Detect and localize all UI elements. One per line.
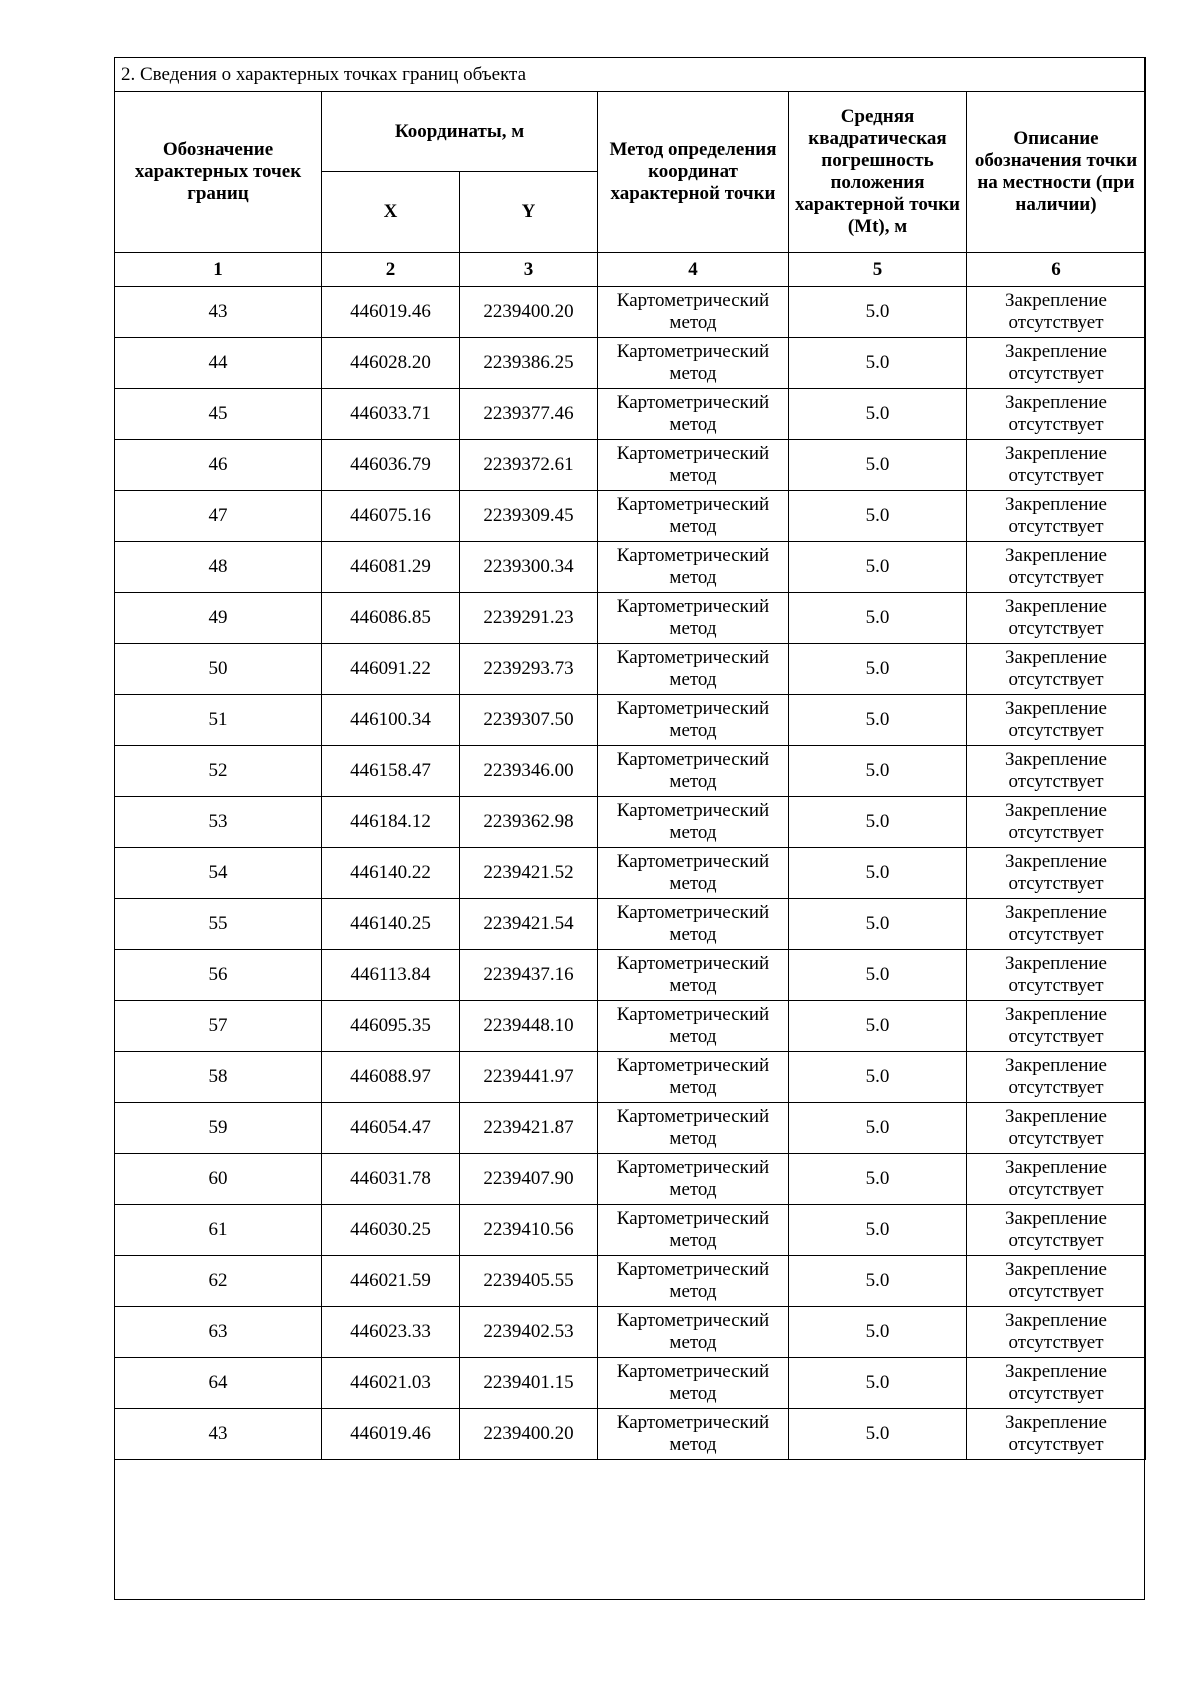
cell-description: Закрепление отсутствует <box>967 1001 1146 1052</box>
cell-x: 446088.97 <box>322 1052 460 1103</box>
cell-method: Картометрический метод <box>598 338 789 389</box>
cell-description: Закрепление отсутствует <box>967 695 1146 746</box>
cell-error: 5.0 <box>789 593 967 644</box>
table-row <box>115 287 1146 338</box>
cell-description: Закрепление отсутствует <box>967 338 1146 389</box>
cell-point: 47 <box>115 491 322 542</box>
cell-x: 446019.46 <box>322 287 460 338</box>
cell-description: Закрепление отсутствует <box>967 746 1146 797</box>
header-x: X <box>322 172 460 253</box>
cell-method: Картометрический метод <box>598 848 789 899</box>
header-description: Описание обозначения точки на местности (при наличии) <box>967 92 1146 253</box>
cell-description: Закрепление отсутствует <box>967 1256 1146 1307</box>
table-row <box>115 695 1146 746</box>
cell-point: 45 <box>115 389 322 440</box>
cell-error: 5.0 <box>789 899 967 950</box>
cell-method: Картометрический метод <box>598 644 789 695</box>
cell-error: 5.0 <box>789 1103 967 1154</box>
cell-description: Закрепление отсутствует <box>967 644 1146 695</box>
cell-error: 5.0 <box>789 1001 967 1052</box>
cell-point: 57 <box>115 1001 322 1052</box>
cell-y: 2239346.00 <box>460 746 598 797</box>
cell-description: Закрепление отсутствует <box>967 542 1146 593</box>
cell-error: 5.0 <box>789 287 967 338</box>
cell-y: 2239372.61 <box>460 440 598 491</box>
cell-method: Картометрический метод <box>598 950 789 1001</box>
table-row <box>115 950 1146 1001</box>
cell-x: 446021.59 <box>322 1256 460 1307</box>
cell-method: Картометрический метод <box>598 1205 789 1256</box>
cell-error: 5.0 <box>789 1205 967 1256</box>
cell-y: 2239362.98 <box>460 797 598 848</box>
cell-error: 5.0 <box>789 695 967 746</box>
cell-point: 54 <box>115 848 322 899</box>
cell-x: 446184.12 <box>322 797 460 848</box>
column-number: 1 <box>115 253 322 287</box>
table-row <box>115 1205 1146 1256</box>
cell-description: Закрепление отсутствует <box>967 1409 1146 1460</box>
cell-error: 5.0 <box>789 542 967 593</box>
cell-method: Картометрический метод <box>598 542 789 593</box>
cell-description: Закрепление отсутствует <box>967 1205 1146 1256</box>
header-mean-square-error: Средняя квадратическая погрешность положения характерной точки (Mt), м <box>789 92 967 253</box>
cell-y: 2239410.56 <box>460 1205 598 1256</box>
cell-method: Картометрический метод <box>598 1409 789 1460</box>
table-row <box>115 593 1146 644</box>
table-row <box>115 1001 1146 1052</box>
cell-description: Закрепление отсутствует <box>967 287 1146 338</box>
cell-description: Закрепление отсутствует <box>967 1307 1146 1358</box>
cell-method: Картометрический метод <box>598 491 789 542</box>
cell-method: Картометрический метод <box>598 899 789 950</box>
cell-method: Картометрический метод <box>598 287 789 338</box>
cell-method: Картометрический метод <box>598 1154 789 1205</box>
column-number: 4 <box>598 253 789 287</box>
cell-description: Закрепление отсутствует <box>967 1103 1146 1154</box>
cell-description: Закрепление отсутствует <box>967 950 1146 1001</box>
section-title: 2. Сведения о характерных точках границ объекта <box>115 58 1146 92</box>
table-row <box>115 542 1146 593</box>
cell-y: 2239421.52 <box>460 848 598 899</box>
cell-x: 446140.25 <box>322 899 460 950</box>
cell-error: 5.0 <box>789 950 967 1001</box>
cell-x: 446075.16 <box>322 491 460 542</box>
cell-y: 2239405.55 <box>460 1256 598 1307</box>
cell-point: 53 <box>115 797 322 848</box>
cell-x: 446140.22 <box>322 848 460 899</box>
cell-point: 61 <box>115 1205 322 1256</box>
cell-error: 5.0 <box>789 491 967 542</box>
boundary-points-table <box>114 57 1146 1460</box>
cell-description: Закрепление отсутствует <box>967 848 1146 899</box>
cell-x: 446054.47 <box>322 1103 460 1154</box>
cell-method: Картометрический метод <box>598 1052 789 1103</box>
cell-y: 2239407.90 <box>460 1154 598 1205</box>
cell-y: 2239307.50 <box>460 695 598 746</box>
cell-y: 2239441.97 <box>460 1052 598 1103</box>
cell-error: 5.0 <box>789 1307 967 1358</box>
cell-point: 52 <box>115 746 322 797</box>
cell-x: 446081.29 <box>322 542 460 593</box>
cell-method: Картометрический метод <box>598 1103 789 1154</box>
cell-y: 2239421.54 <box>460 899 598 950</box>
cell-x: 446031.78 <box>322 1154 460 1205</box>
cell-y: 2239386.25 <box>460 338 598 389</box>
header-y: Y <box>460 172 598 253</box>
cell-point: 55 <box>115 899 322 950</box>
table-body <box>115 287 1146 1460</box>
cell-description: Закрепление отсутствует <box>967 491 1146 542</box>
cell-method: Картометрический метод <box>598 695 789 746</box>
cell-point: 46 <box>115 440 322 491</box>
cell-x: 446019.46 <box>322 1409 460 1460</box>
table-row <box>115 848 1146 899</box>
cell-point: 50 <box>115 644 322 695</box>
cell-error: 5.0 <box>789 338 967 389</box>
table-row <box>115 797 1146 848</box>
cell-y: 2239309.45 <box>460 491 598 542</box>
cell-description: Закрепление отсутствует <box>967 1052 1146 1103</box>
cell-x: 446091.22 <box>322 644 460 695</box>
header-point-designation: Обозначение характерных точек границ <box>115 92 322 253</box>
cell-description: Закрепление отсутствует <box>967 593 1146 644</box>
table-row <box>115 1307 1146 1358</box>
cell-point: 44 <box>115 338 322 389</box>
table-row <box>115 1154 1146 1205</box>
cell-x: 446113.84 <box>322 950 460 1001</box>
cell-y: 2239402.53 <box>460 1307 598 1358</box>
cell-y: 2239291.23 <box>460 593 598 644</box>
cell-method: Картометрический метод <box>598 1358 789 1409</box>
table-row <box>115 389 1146 440</box>
cell-y: 2239377.46 <box>460 389 598 440</box>
cell-error: 5.0 <box>789 1409 967 1460</box>
cell-x: 446021.03 <box>322 1358 460 1409</box>
cell-method: Картометрический метод <box>598 797 789 848</box>
cell-y: 2239437.16 <box>460 950 598 1001</box>
table-row <box>115 1409 1146 1460</box>
cell-point: 64 <box>115 1358 322 1409</box>
cell-x: 446095.35 <box>322 1001 460 1052</box>
cell-point: 43 <box>115 1409 322 1460</box>
column-number: 6 <box>967 253 1146 287</box>
table-row <box>115 1052 1146 1103</box>
cell-y: 2239293.73 <box>460 644 598 695</box>
table-row <box>115 440 1146 491</box>
cell-x: 446028.20 <box>322 338 460 389</box>
header-method: Метод определения координат характерной точки <box>598 92 789 253</box>
cell-point: 63 <box>115 1307 322 1358</box>
column-number: 5 <box>789 253 967 287</box>
cell-y: 2239400.20 <box>460 1409 598 1460</box>
cell-y: 2239421.87 <box>460 1103 598 1154</box>
cell-y: 2239448.10 <box>460 1001 598 1052</box>
table-row <box>115 1103 1146 1154</box>
cell-y: 2239400.20 <box>460 287 598 338</box>
cell-point: 60 <box>115 1154 322 1205</box>
table-row <box>115 899 1146 950</box>
cell-x: 446033.71 <box>322 389 460 440</box>
cell-method: Картометрический метод <box>598 1256 789 1307</box>
cell-description: Закрепление отсутствует <box>967 899 1146 950</box>
cell-error: 5.0 <box>789 1052 967 1103</box>
cell-method: Картометрический метод <box>598 1001 789 1052</box>
cell-error: 5.0 <box>789 797 967 848</box>
cell-point: 43 <box>115 287 322 338</box>
table-row <box>115 1358 1146 1409</box>
table-row <box>115 644 1146 695</box>
cell-y: 2239300.34 <box>460 542 598 593</box>
cell-point: 51 <box>115 695 322 746</box>
cell-method: Картометрический метод <box>598 440 789 491</box>
table-row <box>115 1256 1146 1307</box>
cell-error: 5.0 <box>789 389 967 440</box>
cell-point: 59 <box>115 1103 322 1154</box>
cell-point: 48 <box>115 542 322 593</box>
header-coordinates: Координаты, м <box>322 92 598 172</box>
cell-error: 5.0 <box>789 746 967 797</box>
cell-description: Закрепление отсутствует <box>967 389 1146 440</box>
cell-error: 5.0 <box>789 848 967 899</box>
cell-x: 446086.85 <box>322 593 460 644</box>
cell-error: 5.0 <box>789 440 967 491</box>
cell-y: 2239401.15 <box>460 1358 598 1409</box>
table-row <box>115 746 1146 797</box>
cell-error: 5.0 <box>789 1256 967 1307</box>
cell-method: Картометрический метод <box>598 593 789 644</box>
cell-x: 446036.79 <box>322 440 460 491</box>
cell-method: Картометрический метод <box>598 389 789 440</box>
cell-point: 62 <box>115 1256 322 1307</box>
cell-error: 5.0 <box>789 1154 967 1205</box>
cell-method: Картометрический метод <box>598 1307 789 1358</box>
cell-description: Закрепление отсутствует <box>967 440 1146 491</box>
cell-description: Закрепление отсутствует <box>967 1154 1146 1205</box>
cell-error: 5.0 <box>789 1358 967 1409</box>
cell-point: 49 <box>115 593 322 644</box>
column-number: 3 <box>460 253 598 287</box>
table-row <box>115 338 1146 389</box>
cell-x: 446158.47 <box>322 746 460 797</box>
table-row <box>115 491 1146 542</box>
cell-x: 446030.25 <box>322 1205 460 1256</box>
cell-description: Закрепление отсутствует <box>967 1358 1146 1409</box>
column-number: 2 <box>322 253 460 287</box>
cell-point: 56 <box>115 950 322 1001</box>
cell-description: Закрепление отсутствует <box>967 797 1146 848</box>
cell-error: 5.0 <box>789 644 967 695</box>
cell-x: 446023.33 <box>322 1307 460 1358</box>
cell-x: 446100.34 <box>322 695 460 746</box>
cell-method: Картометрический метод <box>598 746 789 797</box>
cell-point: 58 <box>115 1052 322 1103</box>
